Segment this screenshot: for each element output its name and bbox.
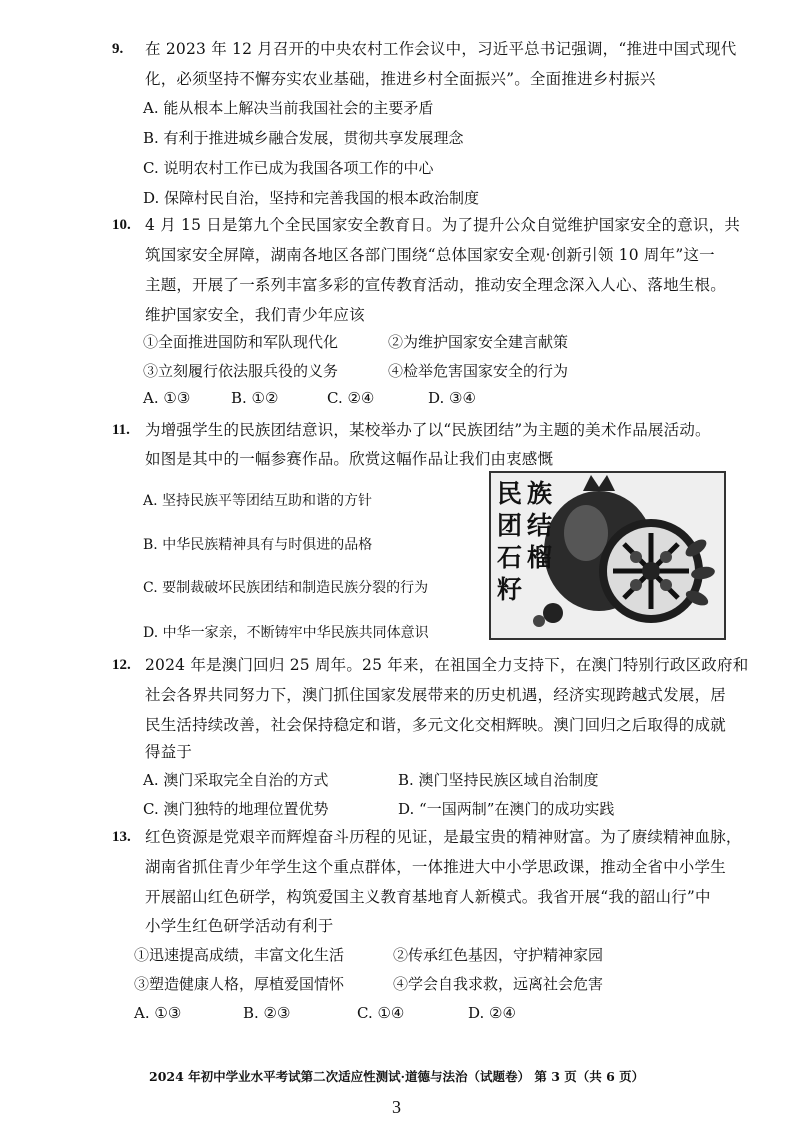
stem-line: 开展韶山红色研学，构筑爱国主义教育基地育人新模式。我省开展“我的韶山行”中 bbox=[145, 888, 711, 906]
item-2: ②传承红色基因，守护精神家园 bbox=[393, 946, 604, 964]
stem-line: 为增强学生的民族团结意识，某校举办了以“民族团结”为主题的美术作品展活动。 bbox=[145, 421, 711, 439]
option-c: C. ①④ bbox=[357, 1004, 405, 1022]
option-c: C. 说明农村工作已成为我国各项工作的中心 bbox=[143, 159, 434, 177]
option-b: B. ①② bbox=[231, 389, 279, 407]
stem-line: 民生活持续改善，社会保持稳定和谐，多元文化交相辉映。澳门回归之后取得的成就 bbox=[145, 716, 726, 734]
page-number: 3 bbox=[392, 1097, 401, 1117]
stem-line: 红色资源是党艰辛而辉煌奋斗历程的见证，是最宝贵的精神财富。为了赓续精神血脉， bbox=[145, 828, 742, 846]
option-b: B. 中华民族精神具有与时俱进的品格 bbox=[143, 537, 373, 553]
item-4: ④检举危害国家安全的行为 bbox=[388, 362, 569, 380]
item-1: ①迅速提高成绩，丰富文化生活 bbox=[134, 946, 345, 964]
stem-line: 4 月 15 日是第九个全民国家安全教育日。为了提升公众自觉维护国家安全的意识，共 bbox=[145, 216, 741, 234]
option-d: D. ③④ bbox=[428, 389, 476, 407]
page-footer: 2024 年初中学业水平考试第二次适应性测试·道德与法治（试题卷） 第 3 页（共 6 页） bbox=[149, 1069, 645, 1084]
artwork-char: 结 bbox=[527, 511, 553, 540]
option-c: C. 要制裁破坏民族团结和制造民族分裂的行为 bbox=[143, 580, 429, 596]
option-b: B. ②③ bbox=[243, 1004, 291, 1022]
artwork-char: 籽 bbox=[497, 575, 523, 604]
option-d: D. 中华一家亲，不断铸牢中华民族共同体意识 bbox=[143, 625, 429, 641]
option-a: A. ①③ bbox=[134, 1004, 182, 1022]
pomegranate-illustration bbox=[491, 473, 724, 638]
option-b: B. 有利于推进城乡融合发展，贯彻共享发展理念 bbox=[143, 129, 464, 147]
option-c: C. 澳门独特的地理位置优势 bbox=[143, 800, 329, 818]
question-number: 12. bbox=[112, 657, 131, 673]
artwork-char: 榴 bbox=[527, 543, 553, 572]
stem-line: 化，必须坚持不懈夯实农业基础，推进乡村全面振兴”。全面推进乡村振兴 bbox=[145, 70, 656, 88]
question-number: 13. bbox=[112, 829, 131, 845]
stem-line: 主题，开展了一系列丰富多彩的宣传教育活动，推动安全理念深入人心、落地生根。 bbox=[145, 276, 726, 294]
option-a: A. 能从根本上解决当前我国社会的主要矛盾 bbox=[143, 99, 434, 117]
option-c: C. ②④ bbox=[327, 389, 375, 407]
option-a: A. ①③ bbox=[143, 389, 191, 407]
stem-line: 小学生红色研学活动有利于 bbox=[145, 917, 334, 935]
artwork-char: 民 bbox=[497, 479, 523, 508]
artwork-char: 族 bbox=[527, 479, 553, 508]
stem-line: 维护国家安全，我们青少年应该 bbox=[145, 306, 365, 324]
question-number: 10. bbox=[112, 217, 131, 233]
option-d: D. ②④ bbox=[468, 1004, 516, 1022]
option-d: D. 保障村民自治，坚持和完善我国的根本政治制度 bbox=[143, 189, 480, 207]
item-3: ③塑造健康人格，厚植爱国情怀 bbox=[134, 975, 345, 993]
stem-line: 筑国家安全屏障，湖南各地区各部门围绕“总体国家安全观·创新引领 10 周年”这一 bbox=[145, 246, 715, 264]
pomegranate-artwork bbox=[489, 471, 726, 640]
option-b: B. 澳门坚持民族区域自治制度 bbox=[398, 771, 599, 789]
stem-line: 得益于 bbox=[145, 743, 193, 761]
stem-line: 湖南省抓住青少年学生这个重点群体，一体推进大中小学思政课，推动全省中小学生 bbox=[145, 858, 726, 876]
option-d: D. “一国两制”在澳门的成功实践 bbox=[398, 800, 615, 818]
stem-line: 社会各界共同努力下，澳门抓住国家发展带来的历史机遇，经济实现跨越式发展，居 bbox=[145, 686, 726, 704]
question-number: 11. bbox=[112, 422, 130, 438]
stem-line: 在 2023 年 12 月召开的中央农村工作会议中，习近平总书记强调，“推进中国式现代 bbox=[145, 40, 737, 58]
artwork-char: 团 bbox=[497, 511, 523, 540]
option-a: A. 澳门采取完全自治的方式 bbox=[143, 771, 329, 789]
item-2: ②为维护国家安全建言献策 bbox=[388, 333, 569, 351]
option-a: A. 坚持民族平等团结互助和谐的方针 bbox=[143, 493, 373, 509]
item-3: ③立刻履行依法服兵役的义务 bbox=[143, 362, 339, 380]
item-4: ④学会自我求救，远离社会危害 bbox=[393, 975, 604, 993]
stem-line: 2024 年是澳门回归 25 周年。25 年来，在祖国全力支持下，在澳门特别行政区政府和 bbox=[145, 656, 749, 674]
stem-line: 如图是其中的一幅参赛作品。欣赏这幅作品让我们由衷感慨 bbox=[145, 450, 554, 468]
item-1: ①全面推进国防和军队现代化 bbox=[143, 333, 339, 351]
artwork-char: 石 bbox=[497, 543, 523, 572]
question-number: 9. bbox=[112, 41, 124, 57]
